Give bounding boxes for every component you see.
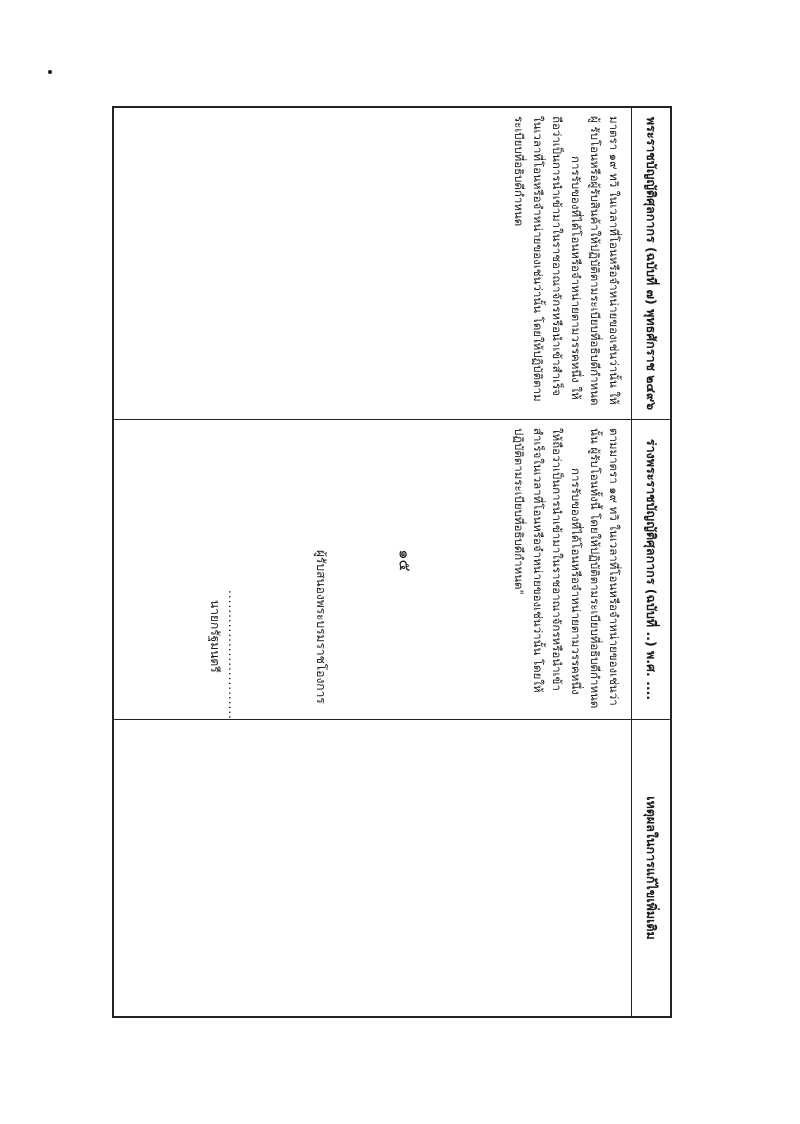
signature-dots: ........................... bbox=[226, 590, 240, 720]
current-law-header: พระราชบัญญัติศุลกากร (ฉบับที่ ๗) พุทธศักราช ๒๔๙๖ bbox=[631, 108, 670, 419]
current-law-column bbox=[114, 108, 670, 419]
current-law-paragraph: การรับของที่ได้โอนหรือจำหน่ายตามวรรคหนึ่ง ให้ถือว่าเป็นการนำเข้ามาในราชอาณาจักรหรือนำเข้าสำเร็จ ในเวลาที่โอนหรือจำหน่ายของเช่นว่านั้น โดยให้ปฏิบัติตามระเบียบที่อธิบดีกำหนด bbox=[512, 116, 583, 402]
signature-block bbox=[206, 430, 330, 720]
signature-position: นายกรัฐมนตรี bbox=[208, 600, 222, 673]
page-number: ๑๕ bbox=[395, 549, 415, 572]
reason-header: เหตุผลในการแก้ไขเพิ่มเติม bbox=[631, 720, 670, 1016]
draft-law-paragraph: การรับของที่ได้โอนหรือจำหน่ายตามวรรคหนึ่ง ให้ถือว่าเป็นการนำเข้ามาในราชอาณาจักรหรือนำเข้าสำเร็จในเวลาที่โอนหรือจำหน่ายของเช่นว่านั้น โดยให้ปฏิบัติตามระเบียบที่อธิบดีกำหนด" bbox=[512, 428, 583, 695]
draft-law-header: ร่างพระราชบัญญัติศุลกากร (ฉบับที่ ..) พ.ศ. .... bbox=[631, 420, 670, 719]
proposer-label: ผู้รับสนองพระบรมราชโองการ bbox=[314, 550, 328, 704]
comparison-table bbox=[112, 106, 672, 1018]
reason-body bbox=[615, 720, 631, 1016]
reason-column bbox=[114, 719, 670, 1016]
draft-law-paragraph: ตามมาตรา ๑๙ ทวิ ในเวลาที่โอนหรือจำหน่ายของเช่นว่านั้น ผู้รับโอนทั้งนี้ โดยให้ปฏิบัติตามระเบียบที่อธิบดีกำหนด bbox=[588, 428, 621, 709]
current-law-body bbox=[501, 108, 631, 419]
draft-law-body bbox=[501, 420, 631, 719]
draft-law-column bbox=[114, 419, 670, 719]
scan-speck bbox=[48, 70, 52, 74]
current-law-paragraph: มาตรา ๑๙ ทวิ ในเวลาที่โอนหรือจำหน่ายของเช่นว่านั้น ให้ผู้ รับโอนหรือผู้รับสินค้าให้ปฏิบัติตามระเบียบที่อธิบดีกำหนด bbox=[588, 116, 621, 406]
